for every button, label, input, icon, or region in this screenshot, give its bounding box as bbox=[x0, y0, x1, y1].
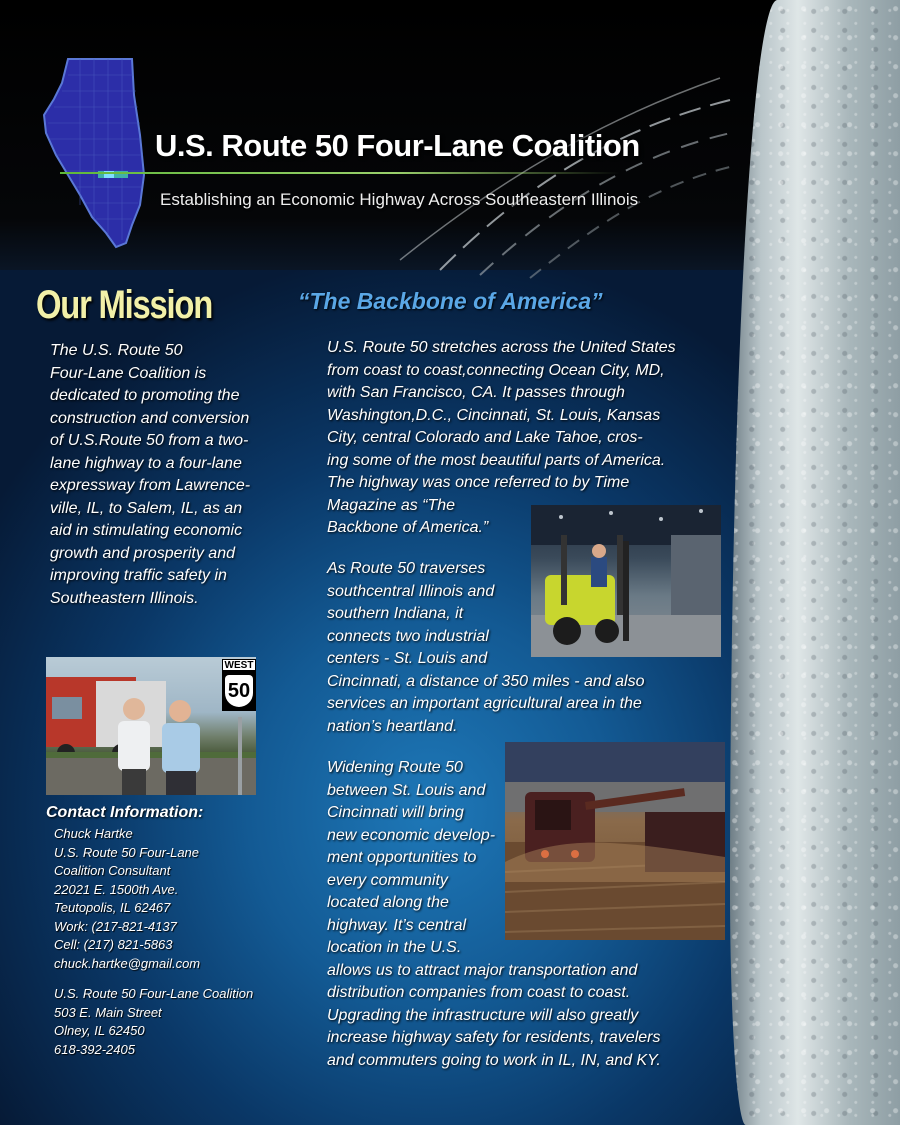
paragraph-line: Magazine as “The bbox=[327, 496, 456, 514]
paragraph-line: connects two industrial bbox=[327, 627, 489, 645]
contact-line: U.S. Route 50 Four-Lane bbox=[54, 844, 200, 860]
road-streaks-graphic bbox=[380, 60, 740, 280]
mission-line: construction and conversion bbox=[50, 409, 250, 427]
paragraph-line: new economic develop- bbox=[327, 826, 496, 844]
route-sign-number: 50 bbox=[225, 675, 253, 707]
page-subtitle: Establishing an Economic Highway Across Southeastern Illinois bbox=[160, 190, 639, 209]
paragraph-line: Widening Route 50 bbox=[327, 759, 463, 776]
paragraph-line: centers - St. Louis and bbox=[327, 650, 488, 667]
paragraph-line: every community bbox=[327, 871, 448, 889]
office-address bbox=[54, 985, 253, 1059]
mission-text bbox=[50, 340, 275, 610]
mission-heading: Our Mission bbox=[36, 283, 213, 327]
mission-line: dedicated to promoting the bbox=[50, 387, 240, 404]
contact-name: Chuck Hartke bbox=[54, 826, 133, 841]
mission-line: Southeastern Illinois. bbox=[50, 589, 199, 607]
mission-line: expressway from Lawrence- bbox=[50, 477, 251, 494]
paragraph-line: City, central Colorado and Lake Tahoe, cros- bbox=[327, 429, 643, 446]
paragraph-line: ing some of the most beautiful parts of America. bbox=[327, 451, 666, 469]
office-name: U.S. Route 50 Four-Lane Coalition bbox=[54, 986, 254, 1001]
paragraph-line: Upgrading the infrastructure will also greatly bbox=[327, 1006, 639, 1024]
mission-line: The U.S. Route 50 bbox=[50, 342, 183, 359]
paragraph-line: distribution companies from coast to coast. bbox=[327, 984, 631, 1001]
paragraph-line: Cincinnati, a distance of 350 miles - and also bbox=[327, 672, 645, 690]
paragraph-line: As Route 50 traverses bbox=[327, 560, 486, 577]
page-title: U.S. Route 50 Four-Lane Coalition bbox=[155, 128, 640, 163]
backbone-paragraph-2 bbox=[327, 558, 645, 738]
mission-line: Four-Lane Coalition is bbox=[50, 364, 207, 382]
route-sign bbox=[222, 659, 256, 711]
paragraph-line: allows us to attract major transportation and bbox=[327, 961, 638, 979]
paragraph-line: nation’s heartland. bbox=[327, 717, 458, 735]
backbone-paragraph-3 bbox=[327, 757, 661, 1072]
mission-line: ville, IL, to Salem, IL, as an bbox=[50, 499, 243, 517]
contact-line: Coalition Consultant bbox=[54, 863, 171, 878]
paragraph-line: between St. Louis and bbox=[327, 781, 486, 799]
mission-line: growth and prosperity and bbox=[50, 544, 235, 562]
contact-cell-phone: Cell: (217) 821-5863 bbox=[54, 937, 173, 952]
paragraph-line: increase highway safety for residents, travelers bbox=[327, 1029, 661, 1046]
paragraph-line: U.S. Route 50 stretches across the United States bbox=[327, 339, 676, 356]
silver-texture-panel bbox=[730, 0, 900, 1125]
paragraph-line: and commuters going to work in IL, IN, and KY. bbox=[327, 1051, 661, 1069]
paragraph-line: from coast to coast,connecting Ocean City, MD, bbox=[327, 361, 665, 379]
mission-line: lane highway to a four-lane bbox=[50, 454, 242, 472]
paragraph-line: services an important agricultural area in the bbox=[327, 695, 642, 712]
contact-city: Teutopolis, IL 62467 bbox=[54, 900, 171, 915]
paragraph-line: southern Indiana, it bbox=[327, 605, 464, 622]
paragraph-line: The highway was once referred to by Time bbox=[327, 474, 630, 491]
mission-line: aid in stimulating economic bbox=[50, 522, 243, 539]
contact-work-phone: Work: (217-821-4137 bbox=[54, 918, 177, 934]
paragraph-line: with San Francisco, CA. It passes through bbox=[327, 384, 625, 401]
paragraph-line: Cincinnati will bring bbox=[327, 804, 464, 821]
paragraph-line: Backbone of America.” bbox=[327, 519, 489, 536]
route-sign-direction: WEST bbox=[222, 659, 256, 671]
paragraph-line: location in the U.S. bbox=[327, 939, 462, 956]
contact-details bbox=[54, 825, 200, 973]
coalition-members-photo bbox=[46, 657, 256, 795]
office-city: Olney, IL 62450 bbox=[54, 1023, 145, 1038]
office-street: 503 E. Main Street bbox=[54, 1004, 162, 1020]
mission-line: improving traffic safety in bbox=[50, 567, 227, 584]
illinois-map-icon bbox=[40, 55, 150, 250]
paragraph-line: located along the bbox=[327, 894, 449, 911]
paragraph-line: southcentral Illinois and bbox=[327, 582, 495, 600]
backbone-heading: “The Backbone of America” bbox=[298, 288, 603, 314]
contact-address: 22021 E. 1500th Ave. bbox=[54, 881, 179, 897]
contact-heading: Contact Information: bbox=[46, 804, 204, 821]
mission-line: of U.S.Route 50 from a two- bbox=[50, 432, 249, 449]
contact-email: chuck.hartke@gmail.com bbox=[54, 955, 201, 971]
header-divider bbox=[60, 172, 620, 174]
paragraph-line: highway. It’s central bbox=[327, 916, 467, 934]
route-sign-shield bbox=[222, 671, 256, 711]
paragraph-line: ment opportunities to bbox=[327, 849, 477, 866]
paragraph-line: Washington,D.C., Cincinnati, St. Louis, Kansas bbox=[327, 406, 661, 424]
office-phone: 618-392-2405 bbox=[54, 1041, 135, 1057]
